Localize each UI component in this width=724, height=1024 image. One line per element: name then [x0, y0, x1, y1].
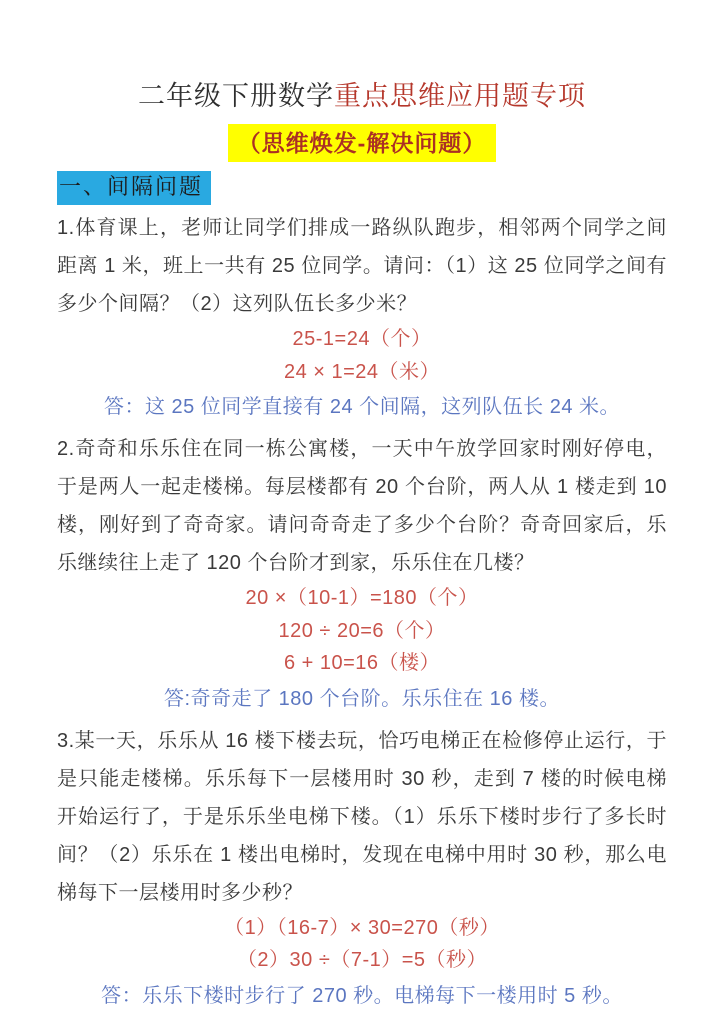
section-row	[57, 171, 667, 205]
problem-block	[57, 209, 667, 426]
problem-block	[57, 430, 667, 718]
formula-line: 24 × 1=24（米）	[283, 360, 441, 383]
problem-text: 1.体育课上，老师让同学们排成一路纵队跑步，相邻两个同学之间距离 1 米，班上一共有 25 位同学。请问：（1）这 25 位同学之间有多少个间隔？（2）这列队伍长多少米？	[57, 217, 667, 315]
answer-line: 答:奇奇走了 180 个台阶。乐乐住在 16 楼。	[164, 687, 560, 710]
answer-line: 答：这 25 位同学直接有 24 个间隔，这列队伍长 24 米。	[103, 396, 621, 418]
section-heading-interval-problems: 一、间隔问题	[57, 171, 211, 205]
formula-line: 120 ÷ 20=6（个）	[278, 619, 446, 642]
problem-text: 2.奇奇和乐乐住在同一栋公寓楼，一天中午放学回家时刚好停电，于是两人一起走楼梯。每层楼都有 20 个台阶，两人从 1 楼走到 10 楼，刚好到了奇奇家。请问奇奇走了多少个台阶？奇奇回家后，乐乐继续往上走了 120 个台阶才到家，乐乐住在几楼？	[57, 438, 667, 574]
formula-line: 25-1=24（个）	[292, 328, 432, 350]
subtitle-row	[57, 124, 667, 164]
page-title-black-part: 二年级下册数学	[138, 81, 334, 111]
problem-text: 3.某一天，乐乐从 16 楼下楼去玩，恰巧电梯正在检修停止运行，于是只能走楼梯。乐乐每下一层楼用时 30 秒，走到 7 楼的时候电梯开始运行了，于是乐乐坐电梯下楼。（1）乐乐下楼时步行了多长时间？（2）乐乐在 1 楼出电梯时，发现在电梯中用时 30 秒，那么电梯每下一层楼用时多少秒？	[57, 729, 667, 904]
answer-line: 答：乐乐下楼时步行了 270 秒。电梯每下一楼用时 5 秒。	[101, 984, 623, 1007]
formula-line: （1）（16-7）× 30=270（秒）	[224, 916, 500, 939]
problem-block	[57, 722, 667, 1015]
problems-container	[57, 209, 667, 1015]
page-subtitle-highlight: （思维焕发-解决问题）	[228, 124, 497, 162]
page-title-red-part: 重点思维应用题专项	[334, 81, 586, 111]
formula-line: （2）30 ÷（7-1）=5（秒）	[236, 949, 488, 971]
formula-line: 6 + 10=16（楼）	[283, 652, 441, 674]
formula-line: 20 ×（10-1）=180（个）	[245, 587, 479, 609]
page-title	[57, 78, 667, 114]
